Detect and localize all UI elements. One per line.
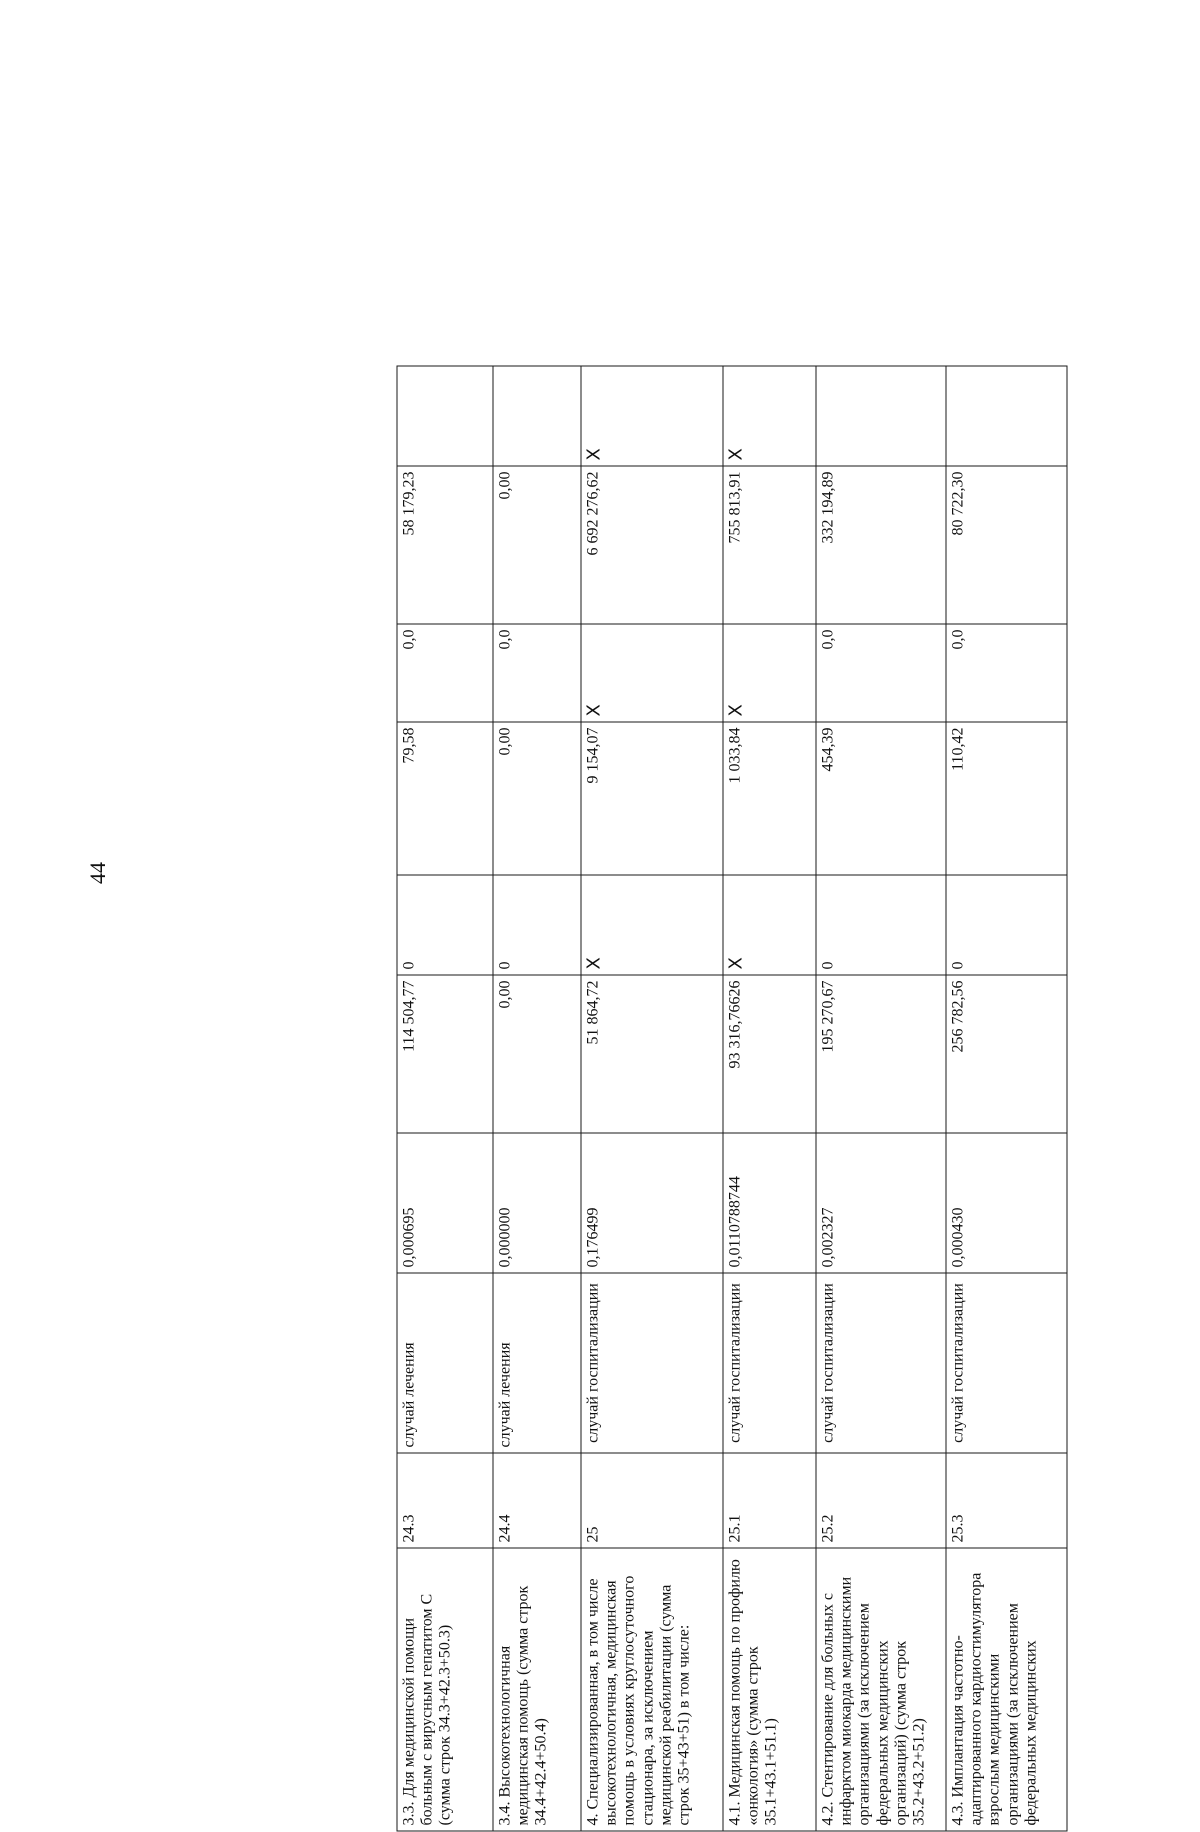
value-cell-7: 454,39 [816,722,946,875]
value-cell-7: 0,00 [493,722,581,875]
cost-cell: 93 316,76626 [723,975,816,1133]
value-cell-8: X [723,624,816,722]
table-row [723,366,816,1831]
value-cell-6: 0 [493,875,581,975]
volume-cell: 0,0110788744 [723,1133,816,1273]
row-number-cell: 24.3 [397,1453,493,1548]
value-cell-9: 755 813,91 [723,466,816,624]
volume-cell: 0,000000 [493,1133,581,1273]
value-cell-10 [397,366,493,466]
value-cell-6: 0 [946,875,1067,975]
unit-cell: случай лечения [397,1273,493,1453]
table-row [493,366,581,1831]
table-row [397,366,493,1831]
value-cell-6: X [723,875,816,975]
value-cell-10 [946,366,1067,466]
value-cell-8: 0,0 [397,624,493,722]
value-cell-8: 0,0 [493,624,581,722]
value-cell-7: 9 154,07 [581,722,723,875]
table-row [581,366,723,1831]
row-number-cell: 24.4 [493,1453,581,1548]
value-cell-7: 1 033,84 [723,722,816,875]
row-name-cell: 3.4. Высокотехнологичная медицинская помощь (сумма строк 34.4+42.4+50.4) [493,1548,581,1831]
row-number-cell: 25.2 [816,1453,946,1548]
cost-cell: 51 864,72 [581,975,723,1133]
value-cell-9: 0,00 [493,466,581,624]
table-row [946,366,1067,1831]
row-name-cell: 4.3. Имплантация частотно-адаптированного кардиостимулятора взрослым медицинскими организациями (за исключением федеральных медицинских [946,1548,1067,1831]
value-cell-9: 80 722,30 [946,466,1067,624]
value-cell-7: 79,58 [397,722,493,875]
value-cell-10: X [581,366,723,466]
page-number: 44 [85,862,110,884]
table-row [816,366,946,1831]
value-cell-9: 332 194,89 [816,466,946,624]
value-cell-9: 58 179,23 [397,466,493,624]
cost-cell: 256 782,56 [946,975,1067,1133]
cost-cell: 0,00 [493,975,581,1133]
unit-cell: случай госпитализации [816,1273,946,1453]
volume-cell: 0,002327 [816,1133,946,1273]
row-name-cell: 4. Специализированная, в том числе высокотехнологичная, медицинская помощь в условиях круглосуточного стационара, за исключением медицинской реабилитации (сумма строк 35+43+51) в том числе: [581,1548,723,1831]
value-cell-10 [816,366,946,466]
unit-cell: случай госпитализации [723,1273,816,1453]
value-cell-9: 6 692 276,62 [581,466,723,624]
value-cell-10 [493,366,581,466]
value-cell-8: 0,0 [816,624,946,722]
row-number-cell: 25 [581,1453,723,1548]
value-cell-10: X [723,366,816,466]
row-number-cell: 25.1 [723,1453,816,1548]
value-cell-6: 0 [397,875,493,975]
unit-cell: случай госпитализации [946,1273,1067,1453]
rotated-table-wrapper [396,367,1066,1832]
unit-cell: случай госпитализации [581,1273,723,1453]
financing-table [396,366,1067,1832]
cost-cell: 114 504,77 [397,975,493,1133]
row-number-cell: 25.3 [946,1453,1067,1548]
volume-cell: 0,000695 [397,1133,493,1273]
value-cell-6: 0 [816,875,946,975]
unit-cell: случай лечения [493,1273,581,1453]
row-name-cell: 4.2. Стентирование для больных с инфарктом миокарда медицинскими организациями (за исключением федеральных медицинских организаций) (сумма строк 35.2+43.2+51.2) [816,1548,946,1831]
volume-cell: 0,000430 [946,1133,1067,1273]
cost-cell: 195 270,67 [816,975,946,1133]
volume-cell: 0,176499 [581,1133,723,1273]
value-cell-8: X [581,624,723,722]
row-name-cell: 3.3. Для медицинской помощи больным с вирусным гепатитом С (сумма строк 34.3+42.3+50.3) [397,1548,493,1831]
value-cell-7: 110,42 [946,722,1067,875]
value-cell-8: 0,0 [946,624,1067,722]
row-name-cell: 4.1. Медицинская помощь по профилю «онкология» (сумма строк 35.1+43.1+51.1) [723,1548,816,1831]
value-cell-6: X [581,875,723,975]
